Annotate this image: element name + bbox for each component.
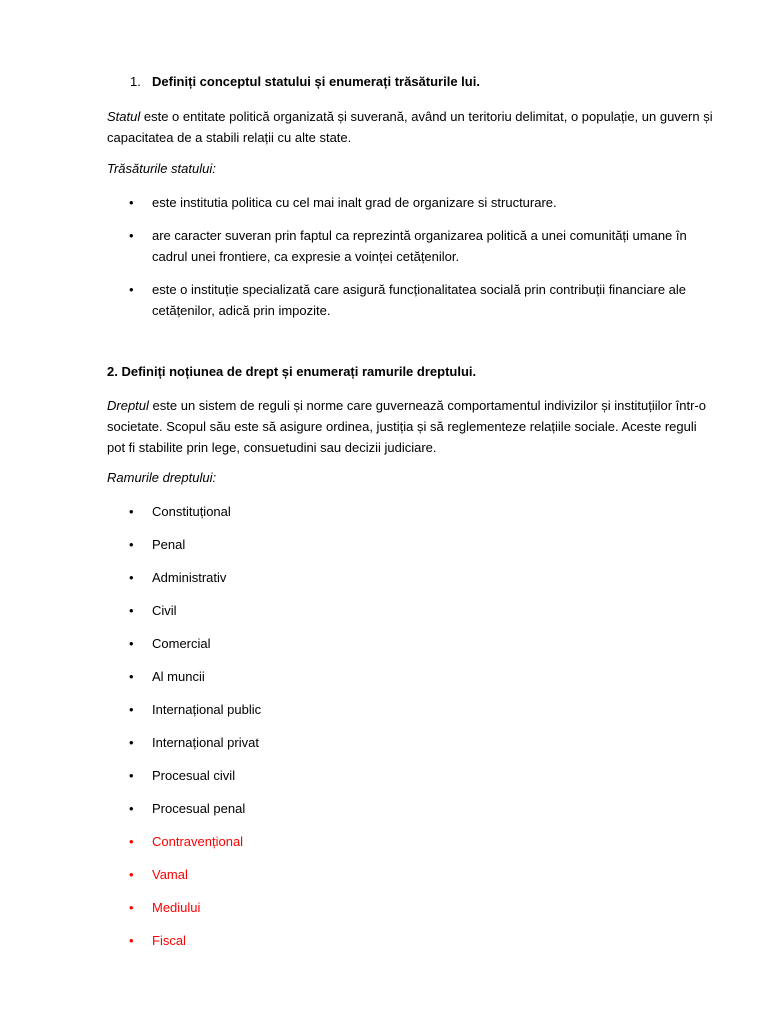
law-branches-list bbox=[0, 501, 717, 963]
bullet-icon: • bbox=[129, 801, 134, 816]
bullet-icon: • bbox=[129, 702, 134, 717]
list-item bbox=[0, 897, 717, 918]
list-item bbox=[0, 765, 717, 786]
branch-label: Fiscal bbox=[152, 933, 186, 948]
feature-text: este o instituție specializată care asigură funcționalitatea socială prin contribuții financiare ale cetățenilor, adică prin impozite. bbox=[152, 282, 687, 318]
bullet-icon: • bbox=[129, 504, 134, 519]
bullet-icon: • bbox=[129, 603, 134, 618]
bullet-icon: • bbox=[129, 636, 134, 651]
bullet-icon: • bbox=[129, 867, 134, 882]
bullet-icon: • bbox=[129, 669, 134, 684]
list-item bbox=[0, 600, 717, 621]
state-definition-text: este o entitate politică organizată și suverană, având un teritoriu delimitat, o populație, un guvern și capacitatea de a stabili relații cu alte state. bbox=[107, 109, 713, 145]
bullet-icon: • bbox=[129, 834, 134, 849]
law-definition-text: este un sistem de reguli și norme care guvernează comportamentul indivizilor și instituțiilor într-o societate. Scopul său este să asigure ordinea, justiția și să reglementeze relațiile sociale. Aceste reguli pot fi stabilite prin lege, consuetudini sau decizii judiciare. bbox=[107, 398, 706, 455]
branch-label: Administrativ bbox=[152, 570, 227, 585]
bullet-icon: • bbox=[129, 933, 134, 948]
list-item bbox=[0, 699, 717, 720]
list-item bbox=[0, 279, 717, 321]
list-item bbox=[0, 864, 717, 885]
state-term: Statul bbox=[107, 109, 141, 124]
branch-label: Penal bbox=[152, 537, 186, 552]
branch-label: Mediului bbox=[152, 900, 201, 915]
bullet-icon: • bbox=[129, 900, 134, 915]
branch-label: Internațional public bbox=[152, 702, 262, 717]
list-item bbox=[0, 192, 717, 213]
branch-label: Comercial bbox=[152, 636, 211, 651]
list-item bbox=[0, 534, 717, 555]
section2-heading: 2. Definiți noțiunea de drept și enumerați ramurile dreptului. bbox=[107, 364, 477, 379]
bullet-icon: • bbox=[129, 282, 134, 297]
list-item bbox=[0, 930, 717, 951]
branch-label: Internațional privat bbox=[152, 735, 259, 750]
list-item bbox=[0, 633, 717, 654]
branch-label: Vamal bbox=[152, 867, 188, 882]
list-item bbox=[0, 732, 717, 753]
law-term: Dreptul bbox=[107, 398, 149, 413]
list-item bbox=[0, 666, 717, 687]
list-item bbox=[0, 798, 717, 819]
section1-heading bbox=[130, 73, 480, 91]
bullet-icon: • bbox=[129, 228, 134, 243]
branch-label: Procesual civil bbox=[152, 768, 236, 783]
state-features-heading: Trăsăturile statului: bbox=[107, 161, 216, 176]
list-item bbox=[0, 501, 717, 522]
branch-label: Constituțional bbox=[152, 504, 231, 519]
bullet-icon: • bbox=[129, 537, 134, 552]
state-definition bbox=[107, 106, 717, 148]
bullet-icon: • bbox=[129, 735, 134, 750]
law-branches-heading: Ramurile dreptului: bbox=[107, 470, 217, 485]
feature-text: are caracter suveran prin faptul ca reprezintă organizarea politică a unei comunități umane în cadrul unei frontiere, ca expresie a voinței cetățenilor. bbox=[152, 228, 687, 264]
branch-label: Contravențional bbox=[152, 834, 244, 849]
bullet-icon: • bbox=[129, 570, 134, 585]
law-definition bbox=[107, 395, 717, 458]
list-item bbox=[0, 225, 717, 267]
branch-label: Al muncii bbox=[152, 669, 205, 684]
state-features-list bbox=[0, 192, 717, 321]
list-item bbox=[0, 567, 717, 588]
feature-text: este institutia politica cu cel mai inalt grad de organizare si structurare. bbox=[152, 195, 557, 210]
bullet-icon: • bbox=[129, 768, 134, 783]
branch-label: Civil bbox=[152, 603, 177, 618]
list-item bbox=[0, 831, 717, 852]
branch-label: Procesual penal bbox=[152, 801, 246, 816]
bullet-icon: • bbox=[129, 195, 134, 210]
section1-heading-text: Definiți conceptul statului și enumerați trăsăturile lui. bbox=[152, 74, 480, 89]
section1-number: 1. bbox=[130, 74, 141, 89]
